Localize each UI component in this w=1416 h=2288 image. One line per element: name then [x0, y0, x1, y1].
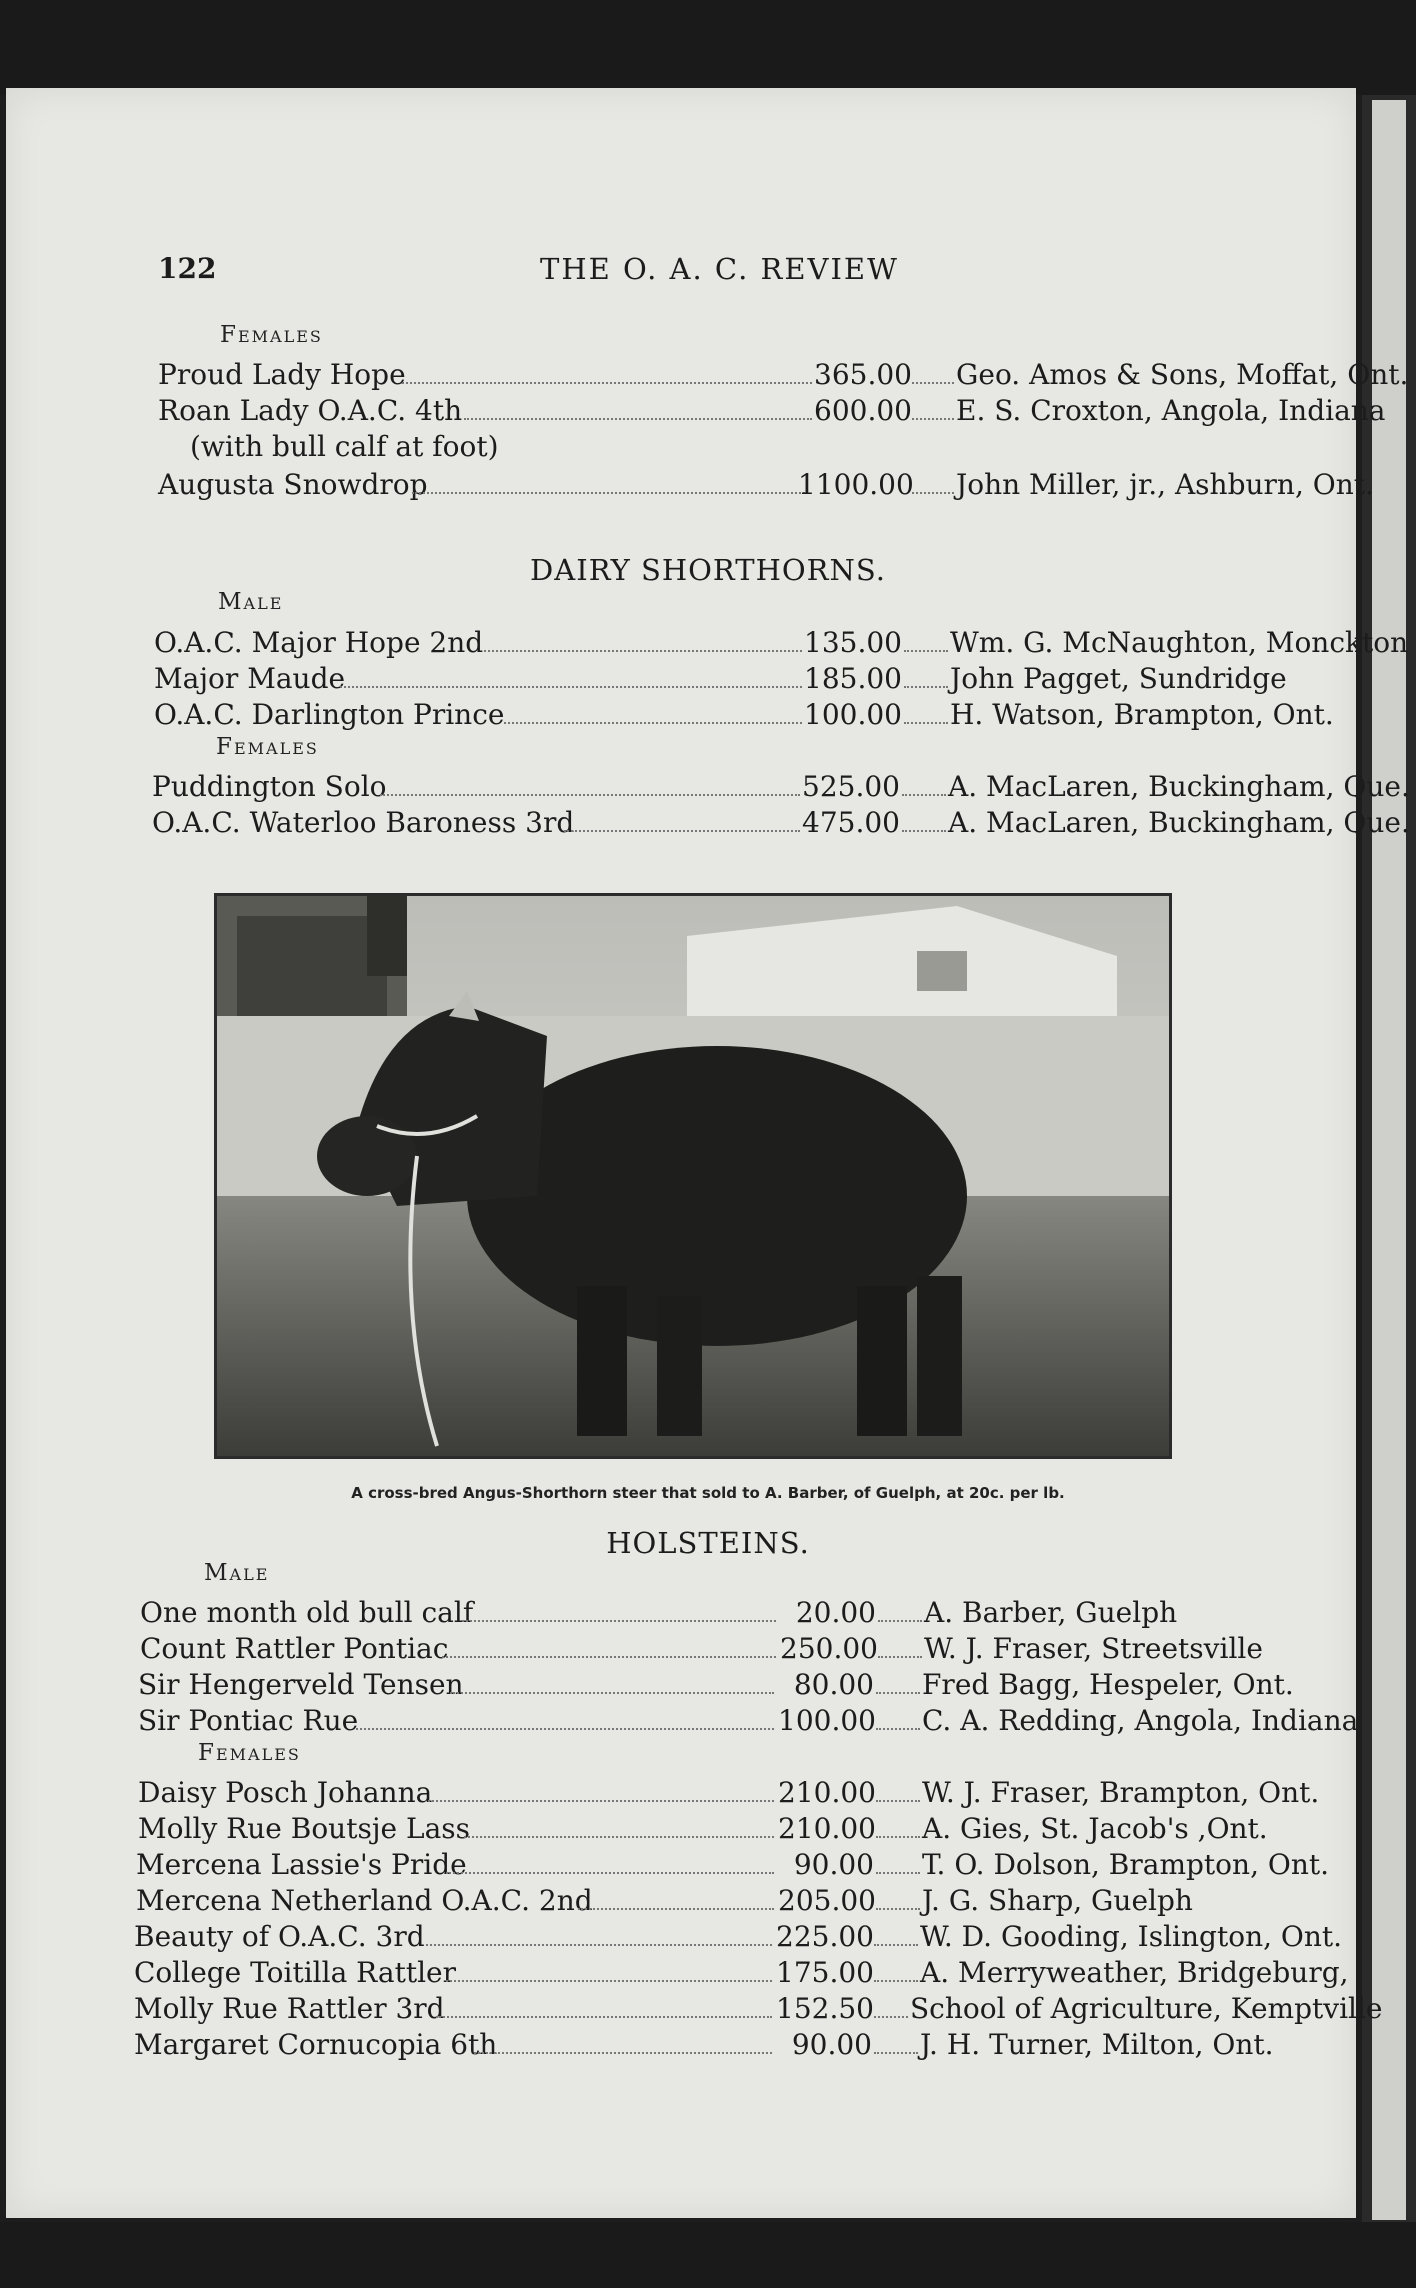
sale-row [134, 1992, 1383, 2026]
section-title-dairy-shorthorns: DAIRY SHORTHORNS. [530, 553, 886, 587]
sale-row [154, 626, 1409, 660]
leader-dots [876, 1812, 920, 1838]
sale-row [140, 1596, 1250, 1630]
animal-name: Count Rattler Pontiac [140, 1632, 449, 1665]
leader-dots [876, 1668, 920, 1694]
animal-name: O.A.C. Major Hope 2nd [154, 626, 484, 659]
buyer: E. S. Croxton, Angola, Indiana [956, 394, 1386, 427]
price: 152.50 [776, 1992, 874, 2025]
animal-name: Margaret Cornucopia 6th [134, 2028, 498, 2061]
price: 20.00 [795, 1596, 876, 1629]
animal-name: Major Maude [154, 662, 346, 695]
leader-dots [564, 806, 800, 832]
buyer: J. G. Sharp, Guelph [922, 1884, 1193, 1917]
male-subheading: Male [218, 589, 284, 615]
leader-dots [912, 394, 954, 420]
sale-row [158, 468, 1374, 502]
leader-dots [446, 1848, 774, 1874]
sale-row [136, 1884, 1246, 1918]
running-header [0, 252, 1416, 292]
animal-name: Mercena Lassie's Pride [136, 1848, 467, 1881]
animal-name: College Toitilla Rattler [134, 1956, 457, 1989]
sale-row [152, 806, 1410, 840]
journal-title: THE O. A. C. REVIEW [540, 252, 899, 286]
price: 175.00 [776, 1956, 874, 1989]
leader-dots [402, 358, 812, 384]
animal-name: O.A.C. Waterloo Baroness 3rd [152, 806, 575, 839]
steer-photograph [214, 893, 1172, 1459]
sale-row [158, 394, 1386, 428]
page-number: 122 [158, 252, 217, 285]
animal-name: Augusta Snowdrop [158, 468, 428, 501]
price: 600.00 [814, 394, 912, 427]
leader-dots [462, 1596, 776, 1622]
sale-row [140, 1632, 1263, 1666]
leader-dots [912, 358, 954, 384]
price: 185.00 [804, 662, 902, 695]
price: 250.00 [780, 1632, 878, 1665]
leader-dots [876, 1776, 920, 1802]
leader-dots [904, 626, 948, 652]
buyer: Fred Bagg, Hespeler, Ont. [922, 1668, 1294, 1701]
buyer: W. J. Fraser, Brampton, Ont. [922, 1776, 1320, 1809]
leader-dots [464, 1812, 774, 1838]
scan-bottom-border [0, 2222, 1416, 2288]
animal-name: One month old bull calf [140, 1596, 474, 1629]
animal-name: Beauty of O.A.C. 3rd [134, 1920, 425, 1953]
buyer: W. D. Gooding, Islington, Ont. [920, 1920, 1343, 1953]
buyer: A. Merryweather, Bridgeburg, [920, 1956, 1349, 1989]
sale-row [138, 1812, 1268, 1846]
leader-dots [450, 1668, 774, 1694]
leader-dots [874, 1956, 918, 1982]
sale-row [152, 770, 1410, 804]
male-subheading: Male [204, 1560, 270, 1586]
price: 210.00 [778, 1812, 876, 1845]
animal-name: Mercena Netherland O.A.C. 2nd [136, 1884, 593, 1917]
leader-dots [904, 662, 948, 688]
buyer: A. Gies, St. Jacob's ,Ont. [922, 1812, 1268, 1845]
steer-photo-image [217, 896, 1169, 1456]
females-subheading: Females [198, 1740, 301, 1766]
buyer: H. Watson, Brampton, Ont. [950, 698, 1334, 731]
buyer: A. MacLaren, Buckingham, Que. [948, 806, 1410, 839]
animal-name: O.A.C. Darlington Prince [154, 698, 505, 731]
sale-row [154, 662, 1287, 696]
buyer: A. Barber, Guelph [924, 1596, 1178, 1629]
buyer: Wm. G. McNaughton, Monckton [950, 626, 1409, 659]
animal-name: Puddington Solo [152, 770, 387, 803]
leader-dots [380, 770, 800, 796]
buyer: W. J. Fraser, Streetsville [924, 1632, 1263, 1665]
animal-name: Molly Rue Rattler 3rd [134, 1992, 445, 2025]
buyer: School of Agriculture, Kemptville [910, 1992, 1383, 2025]
leader-dots [878, 1596, 922, 1622]
scan-top-border [0, 0, 1416, 95]
buyer: T. O. Dolson, Brampton, Ont. [922, 1848, 1330, 1881]
leader-dots [356, 1704, 774, 1730]
price: 80.00 [793, 1668, 874, 1701]
leader-dots [436, 1992, 772, 2018]
leader-dots [464, 394, 812, 420]
buyer: J. H. Turner, Milton, Ont. [920, 2028, 1274, 2061]
animal-name: Proud Lady Hope [158, 358, 406, 391]
leader-dots [878, 1632, 922, 1658]
leader-dots [426, 1920, 772, 1946]
animal-name: Daisy Posch Johanna [138, 1776, 433, 1809]
leader-dots [912, 468, 954, 494]
sale-row [138, 1668, 1294, 1702]
leader-dots [412, 468, 808, 494]
price: 100.00 [804, 698, 902, 731]
leader-dots [578, 1884, 774, 1910]
buyer: C. A. Redding, Angola, Indiana [922, 1704, 1359, 1737]
price: 210.00 [778, 1776, 876, 1809]
leader-dots [876, 1884, 920, 1910]
buyer: John Pagget, Sundridge [950, 662, 1287, 695]
price: 225.00 [776, 1920, 874, 1953]
sale-row [136, 1848, 1330, 1882]
leader-dots [442, 1632, 776, 1658]
price: 365.00 [814, 358, 912, 391]
leader-dots [876, 1704, 920, 1730]
price: 90.00 [791, 2028, 872, 2061]
sale-row [138, 1776, 1320, 1810]
leader-dots [484, 626, 802, 652]
section-title-holsteins: HOLSTEINS. [606, 1526, 810, 1560]
buyer: A. MacLaren, Buckingham, Que. [948, 770, 1410, 803]
price: 135.00 [804, 626, 902, 659]
leader-dots [902, 806, 946, 832]
sale-row [158, 358, 1409, 392]
females-subheading: Females [216, 734, 319, 760]
leader-dots [474, 2028, 772, 2054]
leader-dots [904, 698, 948, 724]
price: 205.00 [778, 1884, 876, 1917]
leader-dots [902, 770, 946, 796]
leader-dots [874, 1992, 908, 2018]
animal-name: Roan Lady O.A.C. 4th [158, 394, 463, 427]
leader-dots [428, 1776, 774, 1802]
photo-caption: A cross-bred Angus-Shorthorn steer that sold to A. Barber, of Guelph, at 20c. per lb. [351, 1484, 1065, 1502]
sale-row [134, 1956, 1349, 1990]
leader-dots [446, 1956, 772, 1982]
sale-row [134, 2028, 1274, 2062]
sale-row [134, 1920, 1343, 1954]
females-subheading: Females [220, 322, 323, 348]
leader-dots [340, 662, 802, 688]
price: 525.00 [802, 770, 900, 803]
leader-dots [876, 1848, 920, 1874]
leader-dots [874, 1920, 918, 1946]
price: 1100.00 [798, 468, 914, 501]
animal-name: Molly Rue Boutsje Lass [138, 1812, 471, 1845]
animal-name: Sir Hengerveld Tensen [138, 1668, 464, 1701]
buyer: Geo. Amos & Sons, Moffat, Ont. [956, 358, 1409, 391]
sale-row [154, 698, 1334, 732]
leader-dots [874, 2028, 918, 2054]
sale-row [138, 1704, 1359, 1738]
leader-dots [504, 698, 802, 724]
buyer: John Miller, jr., Ashburn, Ont. [956, 468, 1374, 501]
price: 475.00 [802, 806, 900, 839]
animal-name: Sir Pontiac Rue [138, 1704, 359, 1737]
calf-note: (with bull calf at foot) [190, 430, 499, 463]
price: 100.00 [778, 1704, 876, 1737]
price: 90.00 [793, 1848, 874, 1881]
